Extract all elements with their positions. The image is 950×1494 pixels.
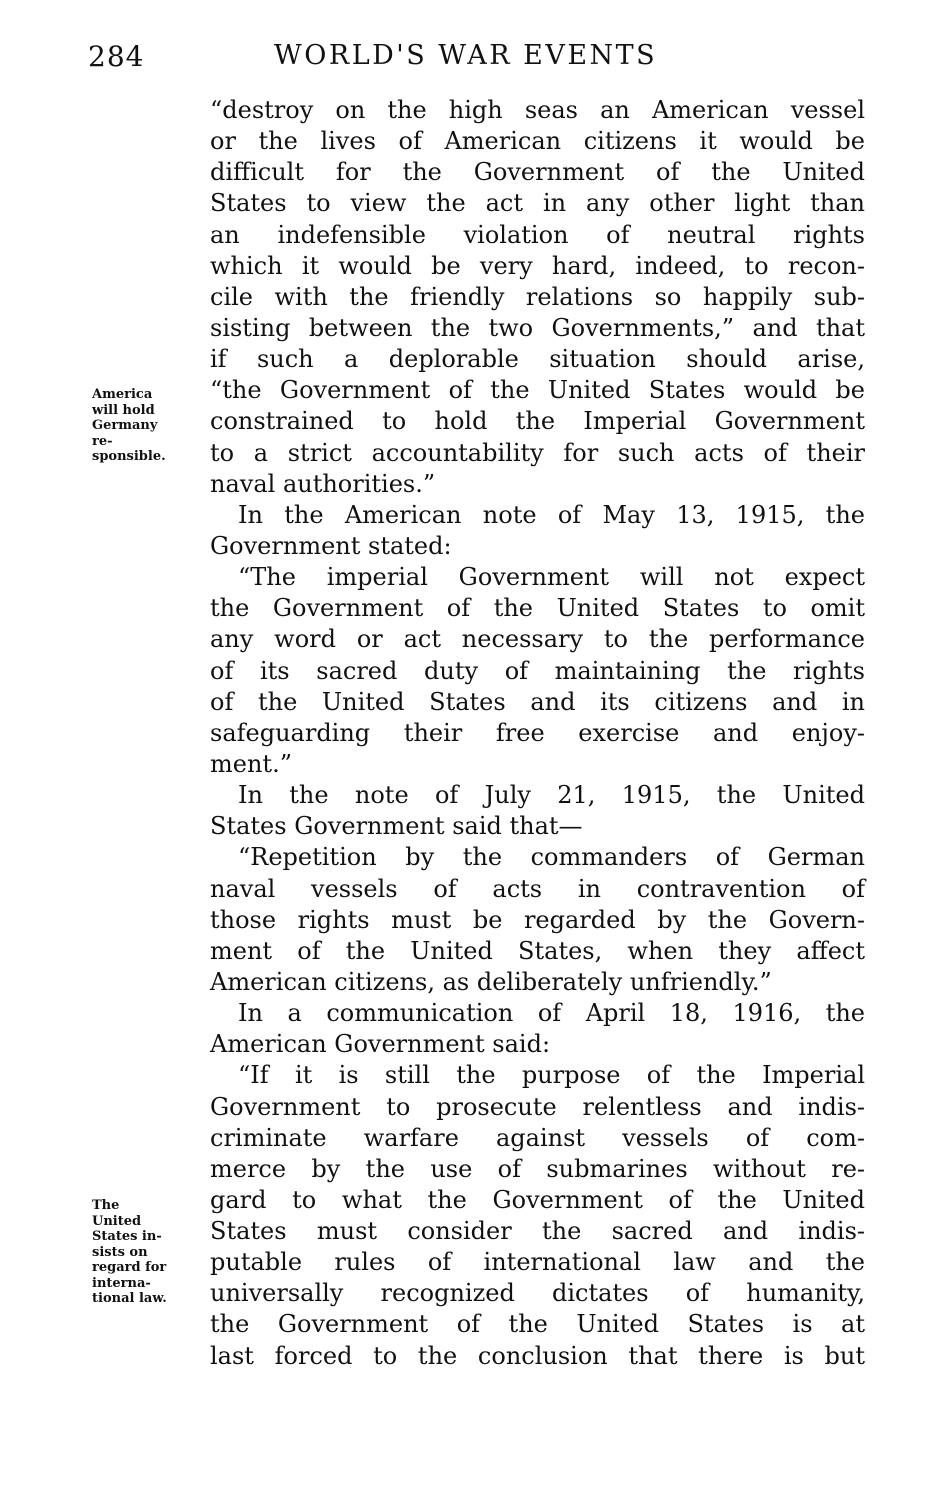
text-line: sisting between the two Governments,” and that [210,313,865,342]
text-line: “Repetition by the commanders of German [238,843,865,872]
text-line: Government to prosecute relentless and indis- [210,1092,865,1121]
margin-note-line: interna- [92,1275,151,1291]
text-line: “destroy on the high seas an American vessel [210,96,865,124]
margin-note-line: re- [92,433,113,449]
text-line: the Government of the United States to omit [210,594,865,623]
text-line: which it would be very hard, indeed, to recon- [210,251,865,280]
text-line: gard to what the Government of the United [210,1185,865,1214]
text-line: “the Government of the United States would be [210,376,865,405]
margin-note-line: sponsible. [92,449,166,464]
text-line: safeguarding their free exercise and enjoy- [210,718,865,747]
text-line: naval authorities.” [210,469,436,498]
text-line: if such a deplorable situation should arise, [210,345,865,374]
text-line: States to view the act in any other light than [210,189,865,218]
text-line: States must consider the sacred and indis- [210,1217,865,1246]
page-header [88,40,863,80]
text-line: In the American note of May 13, 1915, the [238,500,865,529]
text-line: difficult for the Government of the United [210,158,865,187]
text-line: States Government said that— [210,812,583,841]
text-line: an indefensible violation of neutral rights [210,220,865,249]
margin-note-line: Germany [92,418,158,433]
text-line: of the United States and its citizens and in [210,687,865,716]
margin-note-line: The [92,1198,120,1213]
text-line: In the note of July 21, 1915, the United [238,781,865,810]
margin-note-line: United [92,1213,142,1229]
text-line: to a strict accountability for such acts of their [210,438,865,467]
margin-note-line: States in- [92,1229,162,1244]
text-line: or the lives of American citizens it would be [210,127,865,156]
text-line: any word or act necessary to the performance [210,625,865,654]
margin-note-line: sists on [92,1244,148,1260]
margin-note-line: will hold [92,402,155,418]
margin-note-line: America [92,387,153,402]
margin-note-united-states-insists [92,1198,167,1307]
page-number: 284 [88,40,145,73]
text-line: those rights must be regarded by the Govern- [210,905,865,934]
margin-note-line: regard for [92,1260,167,1275]
margin-note-line: tional law. [92,1291,167,1306]
text-line: criminate warfare against vessels of com- [210,1123,865,1152]
text-line: cile with the friendly relations so happily sub- [210,282,865,311]
text-line: last forced to the conclusion that there is but [210,1341,865,1370]
text-line: ment of the United States, when they affect [210,936,865,965]
text-line: the Government of the United States is at [210,1310,865,1339]
running-head-title: WORLD'S WAR EVENTS [274,40,658,71]
text-line: universally recognized dictates of humanity, [210,1279,865,1308]
text-line: of its sacred duty of maintaining the rights [210,656,865,685]
text-line: In a communication of April 18, 1916, the [238,999,865,1028]
text-line: ment.” [210,749,292,778]
text-line: Government stated: [210,531,452,560]
text-line: constrained to hold the Imperial Government [210,407,865,436]
body-text [210,95,865,1372]
margin-note-america-will-hold-germany [92,387,166,465]
text-line: naval vessels of acts in contravention of [210,874,865,903]
text-line: American citizens, as deliberately unfriendly.” [210,967,772,996]
text-line: “The imperial Government will not expect [238,563,865,592]
text-line: “If it is still the purpose of the Imperial [238,1061,865,1090]
text-line: putable rules of international law and the [210,1248,865,1277]
text-line: American Government said: [210,1030,551,1059]
text-line: merce by the use of submarines without re- [210,1154,865,1183]
